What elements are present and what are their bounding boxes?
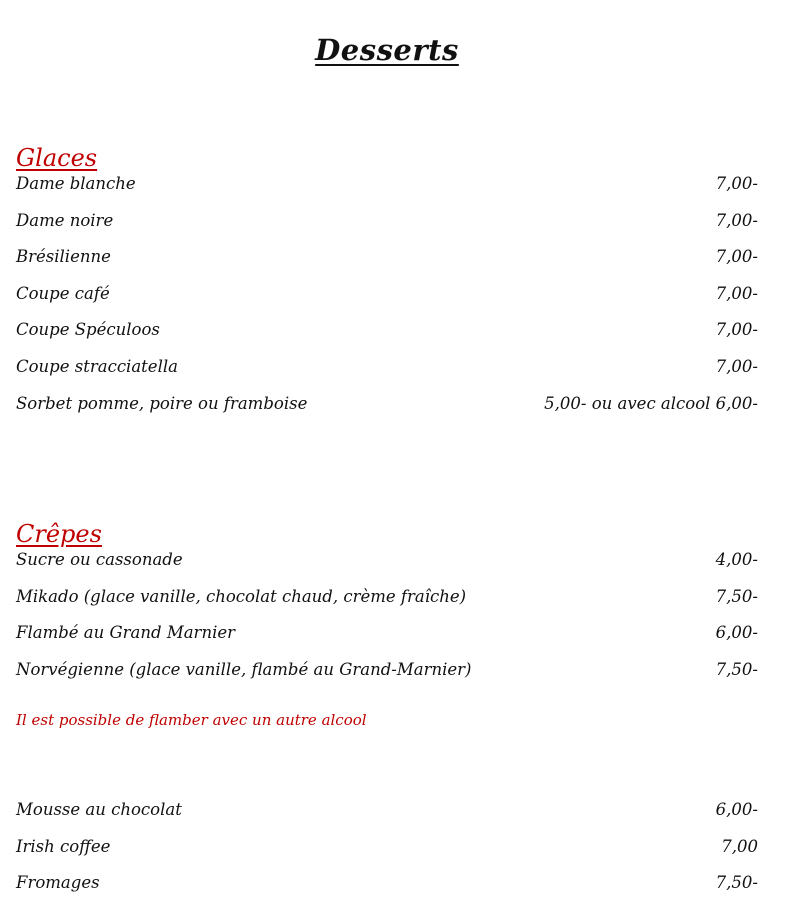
menu-item-name: Flambé au Grand Marnier: [16, 623, 236, 643]
menu-item-price: 7,50-: [715, 873, 758, 893]
menu-item-name: Dame blanche: [16, 174, 136, 193]
menu-item: [16, 837, 758, 874]
menu-item-price: 7,00-: [715, 356, 758, 376]
menu-item: [16, 623, 758, 660]
menu-item-name: Coupe stracciatella: [16, 356, 178, 376]
menu-item: [16, 174, 758, 211]
flambe-note: Il est possible de flamber avec un autre alcool: [16, 711, 367, 729]
menu-item: [16, 247, 758, 284]
menu-item-price: 7,00-: [715, 283, 758, 303]
menu-item-price: 5,00- ou avec alcool 6,00-: [544, 393, 758, 413]
menu-item-price: 7,50-: [715, 586, 758, 606]
menu-item: [16, 587, 758, 624]
menu-item-price: 7,00-: [715, 320, 758, 340]
page-title: Desserts: [315, 33, 459, 68]
menu-item: [16, 800, 758, 837]
menu-item-name: Sorbet pomme, poire ou framboise: [16, 393, 308, 413]
menu-item: [16, 550, 758, 587]
menu-item-name: Norvégienne (glace vanille, flambé au Grand-Marnier): [16, 659, 472, 679]
section-title-crepes: Crêpes: [16, 519, 102, 548]
menu-item-name: Dame noire: [16, 210, 114, 230]
menu-item-price: 4,00-: [715, 550, 758, 569]
menu-item-price: 7,00-: [715, 174, 758, 193]
menu-item-name: Mikado (glace vanille, chocolat chaud, crème fraîche): [16, 586, 467, 606]
menu-list-extras: [16, 800, 758, 910]
menu-list-crepes: [16, 550, 758, 696]
menu-item: [16, 357, 758, 394]
menu-item-name: Irish coffee: [16, 836, 111, 856]
menu-item-price: 7,00: [721, 836, 758, 856]
menu-item-price: 6,00-: [715, 623, 758, 643]
menu-item-name: Coupe Spéculoos: [16, 320, 160, 340]
menu-item-name: Sucre ou cassonade: [16, 550, 183, 569]
menu-item-price: 7,00-: [715, 210, 758, 230]
menu-item: [16, 873, 758, 910]
menu-item-name: Brésilienne: [16, 247, 111, 267]
menu-item-name: Coupe café: [16, 283, 110, 303]
menu-item: [16, 660, 758, 697]
menu-item-name: Fromages: [16, 873, 100, 893]
menu-list-glaces: [16, 174, 758, 430]
menu-item-name: Mousse au chocolat: [16, 800, 182, 819]
menu-item: [16, 284, 758, 321]
menu-item: [16, 394, 758, 431]
menu-item: [16, 211, 758, 248]
menu-item: [16, 320, 758, 357]
menu-item-price: 7,50-: [715, 659, 758, 679]
menu-item-price: 6,00-: [715, 800, 758, 819]
menu-item-price: 7,00-: [715, 247, 758, 267]
section-title-glaces: Glaces: [16, 143, 98, 172]
